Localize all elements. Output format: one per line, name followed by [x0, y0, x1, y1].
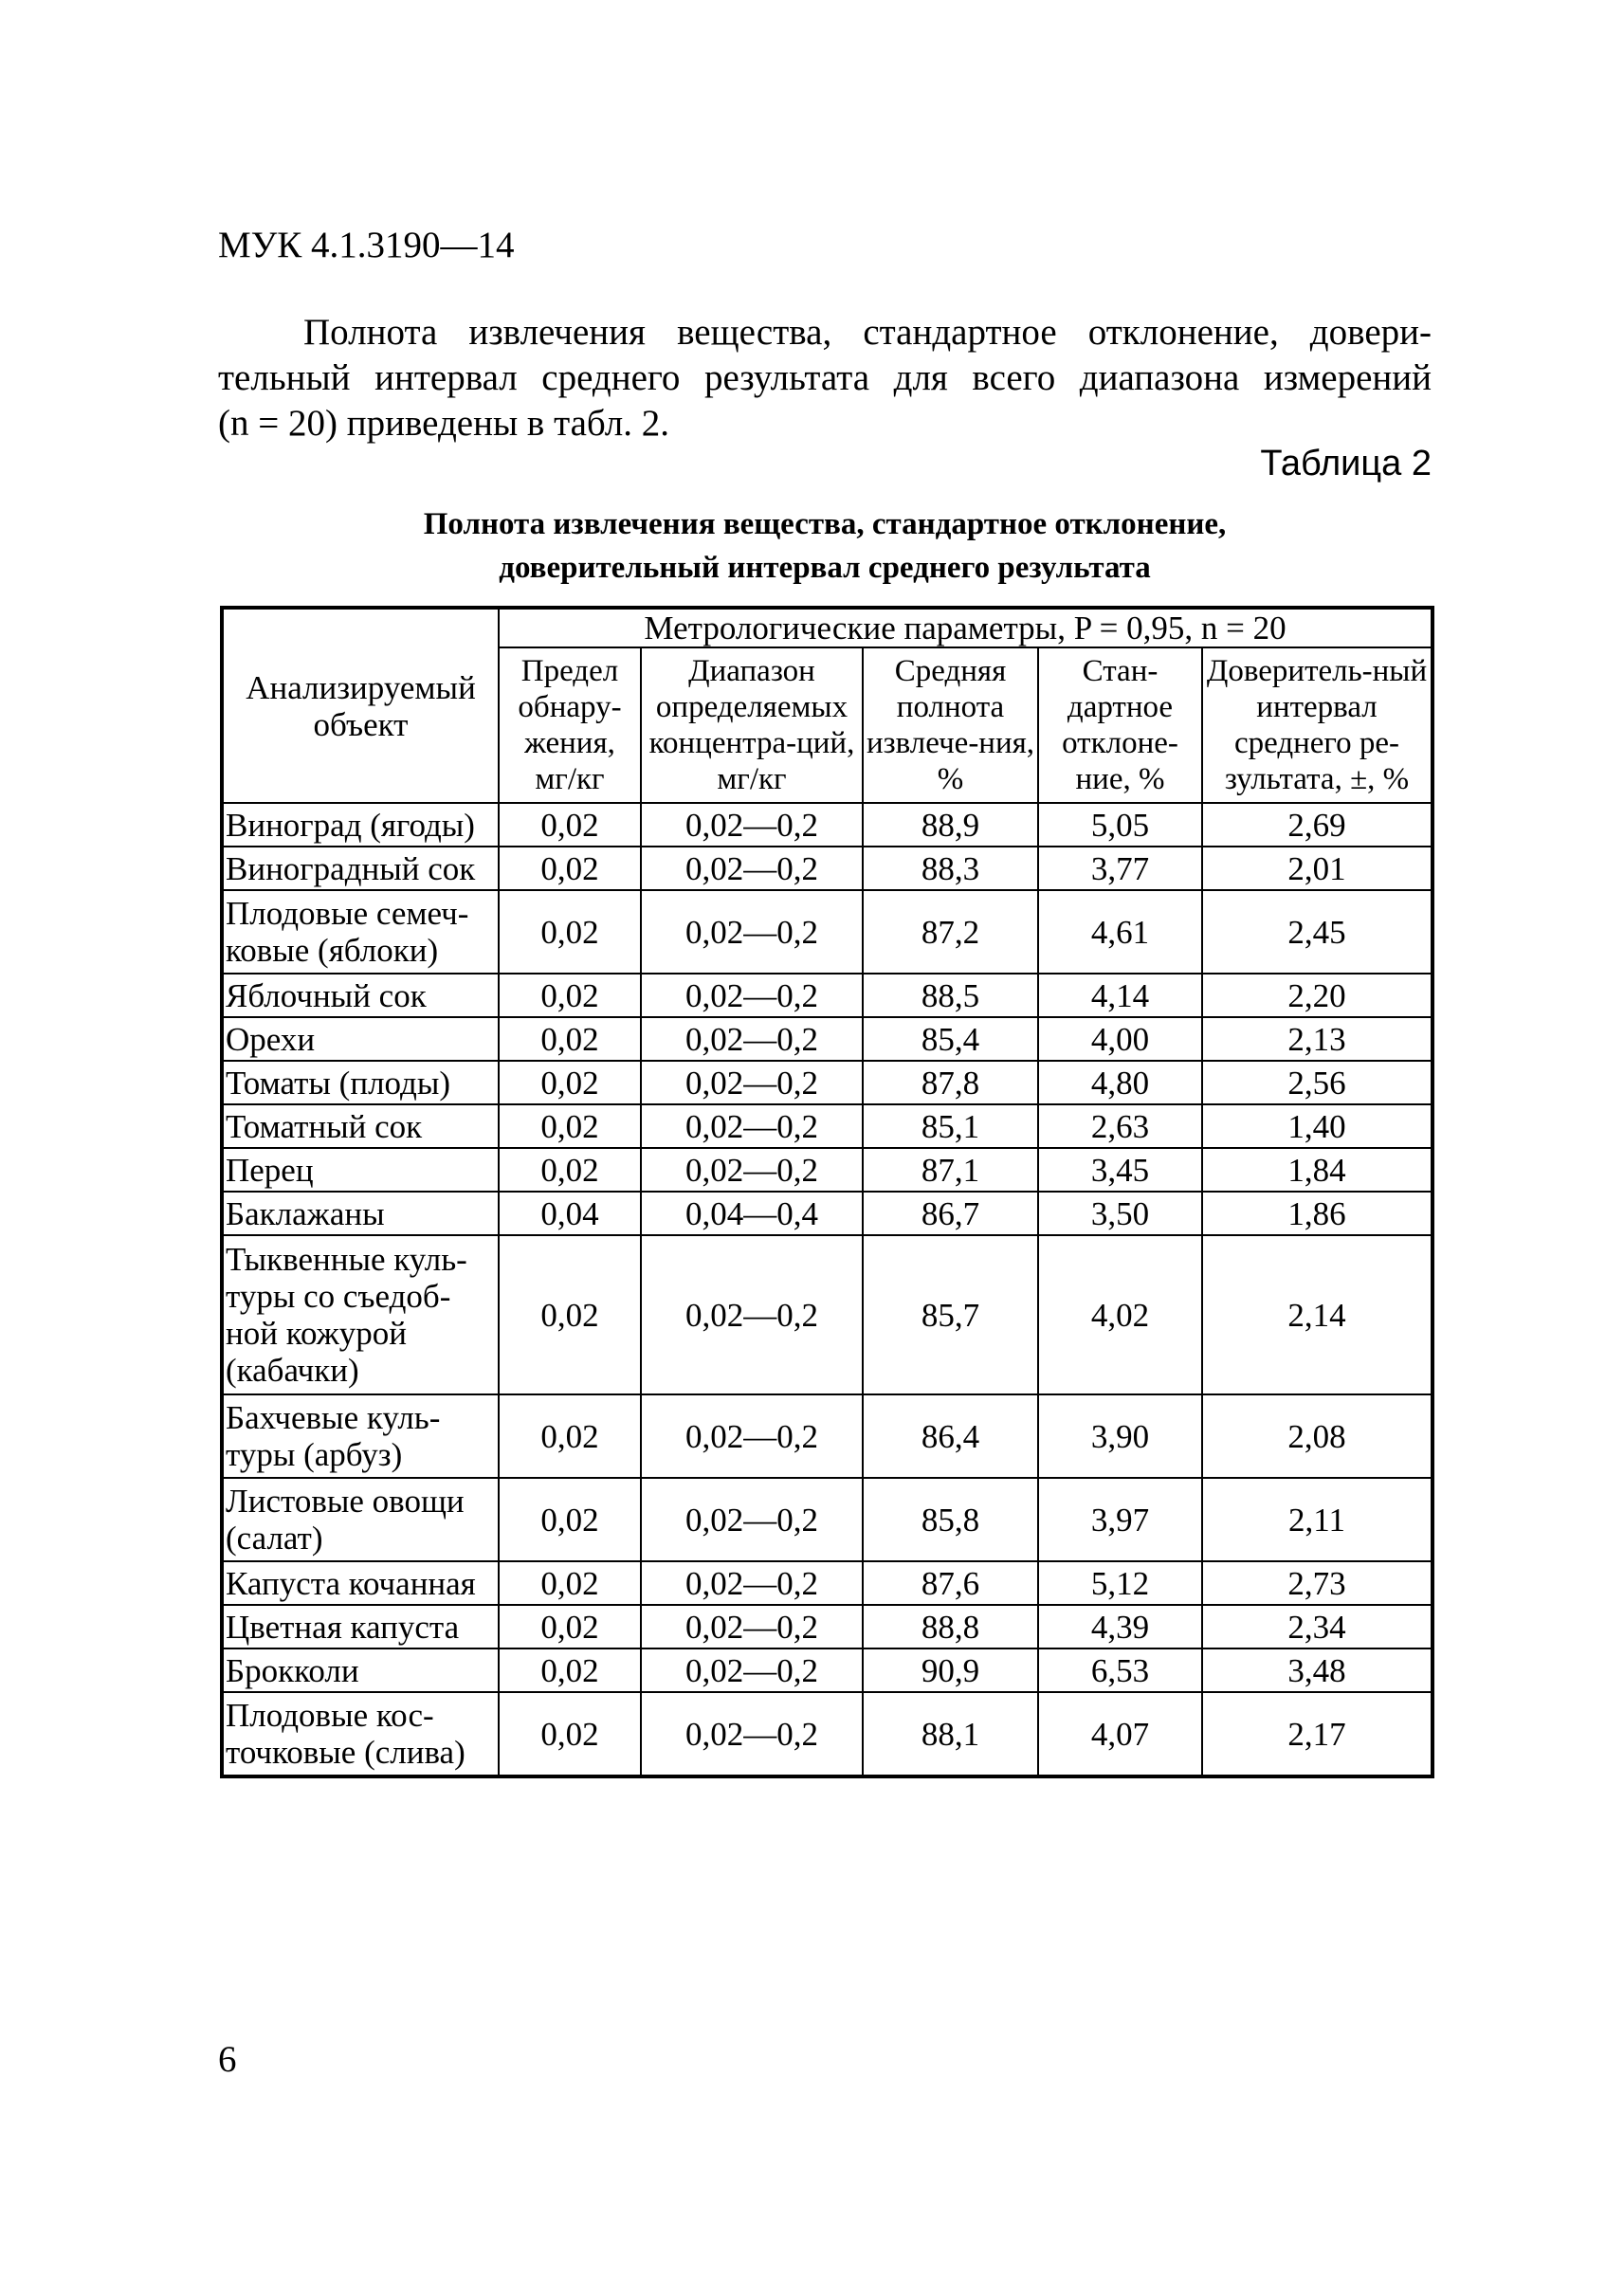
range-cell: 0,02—0,2 [641, 1017, 863, 1061]
object-cell: Бахчевые куль- туры (арбуз) [222, 1394, 499, 1478]
table-row [222, 1017, 1432, 1061]
ci-cell: 1,84 [1202, 1148, 1432, 1192]
object-cell: Брокколи [222, 1648, 499, 1692]
sd-cell: 6,53 [1038, 1648, 1202, 1692]
recovery-cell: 88,9 [863, 803, 1038, 847]
recovery-cell: 85,1 [863, 1104, 1038, 1148]
recovery-cell: 87,1 [863, 1148, 1038, 1192]
ci-cell: 2,01 [1202, 847, 1432, 890]
sd-cell: 3,97 [1038, 1478, 1202, 1561]
range-cell: 0,02—0,2 [641, 803, 863, 847]
table-row [222, 1605, 1432, 1648]
object-cell: Цветная капуста [222, 1605, 499, 1648]
sd-cell: 5,05 [1038, 803, 1202, 847]
table-row [222, 847, 1432, 890]
ci-cell: 2,08 [1202, 1394, 1432, 1478]
table-row [222, 1235, 1432, 1394]
ci-cell: 2,11 [1202, 1478, 1432, 1561]
range-cell: 0,02—0,2 [641, 847, 863, 890]
ci-cell: 2,34 [1202, 1605, 1432, 1648]
ci-cell: 2,45 [1202, 890, 1432, 974]
sd-cell: 3,90 [1038, 1394, 1202, 1478]
sd-cell: 4,61 [1038, 890, 1202, 974]
table-row [222, 1061, 1432, 1104]
range-cell: 0,02—0,2 [641, 1235, 863, 1394]
ci-cell: 2,73 [1202, 1561, 1432, 1605]
intro-line: (n = 20) приведены в табл. 2. [218, 403, 669, 444]
object-cell: Виноградный сок [222, 847, 499, 890]
object-cell: Баклажаны [222, 1192, 499, 1235]
ci-cell: 2,69 [1202, 803, 1432, 847]
recovery-cell: 87,6 [863, 1561, 1038, 1605]
column-header-lod: Предел обнару-жения, мг/кг [499, 647, 641, 803]
object-cell: Тыквенные куль- туры со съедоб- ной кожурой (кабачки) [222, 1235, 499, 1394]
lod-cell: 0,02 [499, 1605, 641, 1648]
table-row [222, 1104, 1432, 1148]
table-label: Таблица 2 [1260, 444, 1432, 483]
range-cell: 0,02—0,2 [641, 1648, 863, 1692]
lod-cell: 0,02 [499, 847, 641, 890]
intro-line: тельный интервал среднего результата для всего диапазона измерений [218, 357, 1432, 398]
sd-cell: 4,39 [1038, 1605, 1202, 1648]
object-cell: Плодовые семеч- ковые (яблоки) [222, 890, 499, 974]
lod-cell: 0,02 [499, 974, 641, 1017]
recovery-cell: 87,8 [863, 1061, 1038, 1104]
recovery-cell: 88,8 [863, 1605, 1038, 1648]
ci-cell: 3,48 [1202, 1648, 1432, 1692]
sd-cell: 5,12 [1038, 1561, 1202, 1605]
object-cell: Листовые овощи (салат) [222, 1478, 499, 1561]
object-cell: Плодовые кос- точковые (слива) [222, 1692, 499, 1776]
sd-cell: 4,02 [1038, 1235, 1202, 1394]
table-row [222, 1148, 1432, 1192]
table-row [222, 1692, 1432, 1776]
table-title-line: доверительный интервал среднего результата [499, 551, 1151, 585]
ci-cell: 2,13 [1202, 1017, 1432, 1061]
range-cell: 0,02—0,2 [641, 1061, 863, 1104]
lod-cell: 0,02 [499, 890, 641, 974]
object-column-header: Анализируемый объект [222, 608, 499, 803]
column-header-recovery: Средняя полнота извлече-ния, % [863, 647, 1038, 803]
table-row [222, 974, 1432, 1017]
sd-cell: 3,45 [1038, 1148, 1202, 1192]
ci-cell: 2,20 [1202, 974, 1432, 1017]
lod-cell: 0,02 [499, 1394, 641, 1478]
table-row [222, 1394, 1432, 1478]
lod-cell: 0,02 [499, 1148, 641, 1192]
object-cell: Томатный сок [222, 1104, 499, 1148]
intro-line: Полнота извлечения вещества, стандартное отклонение, довери- [303, 312, 1432, 353]
sd-cell: 3,77 [1038, 847, 1202, 890]
ci-cell: 2,14 [1202, 1235, 1432, 1394]
table-row [222, 1192, 1432, 1235]
recovery-cell: 88,5 [863, 974, 1038, 1017]
object-cell: Капуста кочанная [222, 1561, 499, 1605]
lod-cell: 0,02 [499, 1235, 641, 1394]
table-row [222, 1561, 1432, 1605]
page-number: 6 [218, 2039, 237, 2080]
range-cell: 0,02—0,2 [641, 890, 863, 974]
table-row [222, 890, 1432, 974]
sd-cell: 2,63 [1038, 1104, 1202, 1148]
range-cell: 0,02—0,2 [641, 1394, 863, 1478]
object-cell: Виноград (ягоды) [222, 803, 499, 847]
range-cell: 0,02—0,2 [641, 1692, 863, 1776]
lod-cell: 0,02 [499, 1104, 641, 1148]
lod-cell: 0,02 [499, 1061, 641, 1104]
lod-cell: 0,02 [499, 1648, 641, 1692]
table-row [222, 803, 1432, 847]
recovery-cell: 86,7 [863, 1192, 1038, 1235]
column-header-range: Диапазон определяемых концентра-ций, мг/кг [641, 647, 863, 803]
intro-paragraph [218, 310, 1432, 446]
group-column-header: Метрологические параметры, P = 0,95, n = 20 [499, 608, 1432, 647]
range-cell: 0,02—0,2 [641, 974, 863, 1017]
ci-cell: 2,17 [1202, 1692, 1432, 1776]
object-cell: Орехи [222, 1017, 499, 1061]
recovery-cell: 85,8 [863, 1478, 1038, 1561]
sd-cell: 4,00 [1038, 1017, 1202, 1061]
lod-cell: 0,02 [499, 1561, 641, 1605]
lod-cell: 0,02 [499, 1017, 641, 1061]
range-cell: 0,02—0,2 [641, 1478, 863, 1561]
table-title [218, 502, 1432, 590]
range-cell: 0,02—0,2 [641, 1148, 863, 1192]
column-header-ci: Доверитель-ный интервал среднего ре-зультата, ±, % [1202, 647, 1432, 803]
object-cell: Яблочный сок [222, 974, 499, 1017]
lod-cell: 0,02 [499, 1692, 641, 1776]
data-table [220, 606, 1434, 1778]
table-title-line: Полнота извлечения вещества, стандартное отклонение, [423, 507, 1227, 541]
ci-cell: 1,40 [1202, 1104, 1432, 1148]
sd-cell: 3,50 [1038, 1192, 1202, 1235]
recovery-cell: 88,3 [863, 847, 1038, 890]
ci-cell: 2,56 [1202, 1061, 1432, 1104]
recovery-cell: 85,4 [863, 1017, 1038, 1061]
range-cell: 0,02—0,2 [641, 1605, 863, 1648]
range-cell: 0,02—0,2 [641, 1104, 863, 1148]
recovery-cell: 86,4 [863, 1394, 1038, 1478]
column-header-sd: Стан-дартное отклоне-ние, % [1038, 647, 1202, 803]
document-code: МУК 4.1.3190—14 [218, 225, 515, 265]
range-cell: 0,04—0,4 [641, 1192, 863, 1235]
lod-cell: 0,02 [499, 803, 641, 847]
table-row [222, 1648, 1432, 1692]
object-cell: Перец [222, 1148, 499, 1192]
recovery-cell: 88,1 [863, 1692, 1038, 1776]
lod-cell: 0,02 [499, 1478, 641, 1561]
range-cell: 0,02—0,2 [641, 1561, 863, 1605]
recovery-cell: 90,9 [863, 1648, 1038, 1692]
sd-cell: 4,07 [1038, 1692, 1202, 1776]
recovery-cell: 85,7 [863, 1235, 1038, 1394]
object-cell: Томаты (плоды) [222, 1061, 499, 1104]
sd-cell: 4,80 [1038, 1061, 1202, 1104]
table-row [222, 1478, 1432, 1561]
ci-cell: 1,86 [1202, 1192, 1432, 1235]
lod-cell: 0,04 [499, 1192, 641, 1235]
recovery-cell: 87,2 [863, 890, 1038, 974]
sd-cell: 4,14 [1038, 974, 1202, 1017]
